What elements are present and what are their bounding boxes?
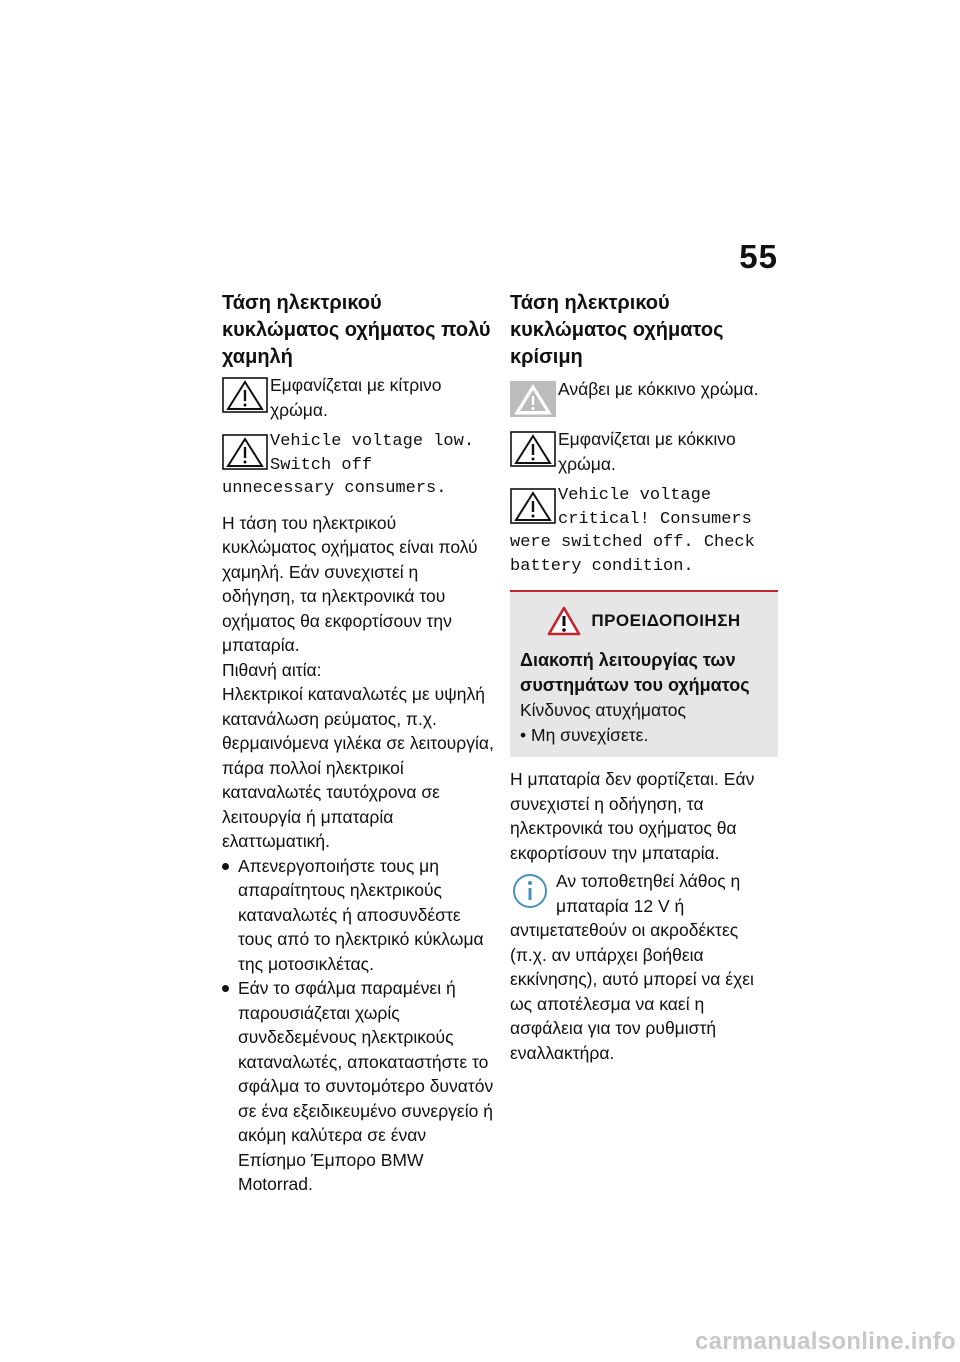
warning-header (520, 606, 768, 636)
warning-triangle-outline-icon (222, 434, 268, 470)
danger-exclamation-icon (547, 606, 581, 636)
description-low: Η τάση του ηλεκτρικού κυκλώματος οχήματος είναι πολύ χαμηλή. Εάν συνεχιστεί η οδήγηση, τα ηλεκτρονικά του οχήματος θα εκφορτίσουν την μπαταρία. (222, 512, 478, 655)
section-heading-voltage-low: Τάση ηλεκτρικού κυκλώματος οχήματος πολύ χαμηλή (222, 292, 491, 368)
indicator-yellow-para (222, 373, 494, 422)
list-item: Απενεργοποιήστε τους μη απαραίτητους ηλεκτρικούς καταναλωτές ή αποσυνδέστε τους από το ηλεκτρικό κύκλωμα της μοτοσικλέτας. (222, 854, 494, 977)
display-message-low (222, 430, 494, 501)
cause-text: Ηλεκτρικοί καταναλωτές με υψηλή κατανάλωση ρεύματος, π.χ. θερμαινόμενα γιλέκα σε λειτουργία, πάρα πολλοί ηλεκτρικοί καταναλωτές ταυτόχρονα σε λειτουργία ή μπαταρία ελαττωματική. (222, 684, 494, 851)
info-note (510, 869, 778, 1065)
warning-triangle-outline-icon (510, 488, 556, 524)
indicator-red-lit-text: Ανάβει με κόκκινο χρώμα. (558, 379, 759, 399)
description-critical: Η μπαταρία δεν φορτίζεται. Εάν συνεχιστεί η οδήγηση, τα ηλεκτρονικά του οχήματος θα εκφορτίσουν την μπαταρία. (510, 769, 755, 863)
warning-bullet: • Μη συνεχίσετε. (520, 724, 649, 745)
indicator-yellow-text: Εμφανίζεται με κίτρινο χρώμα. (270, 375, 442, 420)
display-message-low-text: Vehicle voltage low. Switch off unnecessary consumers. (222, 432, 475, 498)
page-number: 55 (739, 238, 778, 275)
display-message-critical (510, 484, 778, 578)
warning-subtitle: Διακοπή λειτουργίας των συστημάτων του οχήματος (520, 650, 750, 695)
section-heading-voltage-critical: Τάση ηλεκτρικού κυκλώματος οχήματος κρίσιμη (510, 292, 724, 368)
warning-risk: Κίνδυνος ατυχήματος (520, 700, 686, 720)
indicator-red-lit-para (510, 377, 778, 421)
info-icon (510, 871, 550, 911)
indicator-red-text: Εμφανίζεται με κόκκινο χρώμα. (558, 429, 736, 474)
warning-title: ΠΡΟΕΙΔΟΠΟΙΗΣΗ (591, 611, 741, 630)
indicator-red-para (510, 427, 778, 476)
warning-triangle-outline-icon (510, 431, 556, 467)
left-column (222, 290, 494, 1197)
watermark: carmanualsonline.info (694, 1328, 956, 1355)
list-item: Εάν το σφάλμα παραμένει ή παρουσιάζεται χωρίς συνδεδεμένους ηλεκτρικούς καταναλωτές, αποκαταστήστε το σφάλμα το συντομότερο δυνατόν σε ένα εξειδικευμένο συνεργείο ή ακόμη καλύτερα σε έναν Επίσημο Έμπορο BMW Motorrad. (222, 976, 494, 1197)
action-list (222, 854, 494, 1197)
warning-box (510, 590, 778, 757)
warning-triangle-filled-icon (510, 381, 556, 417)
right-column (510, 290, 778, 1065)
warning-triangle-outline-icon (222, 377, 268, 413)
info-note-text: Αν τοποθετηθεί λάθος η μπαταρία 12 V ή αντιμετατεθούν οι ακροδέκτες (π.χ. αν υπάρχει βοήθεια εκκίνησης), αυτό μπορεί να έχει ως αποτέλεσμα να καεί η ασφάλεια για τον ρυθμιστή εναλλακτήρα. (510, 871, 754, 1063)
cause-label: Πιθανή αιτία: (222, 659, 322, 680)
display-message-critical-text: Vehicle voltage critical! Consumers were switched off. Check battery condition. (510, 486, 755, 576)
